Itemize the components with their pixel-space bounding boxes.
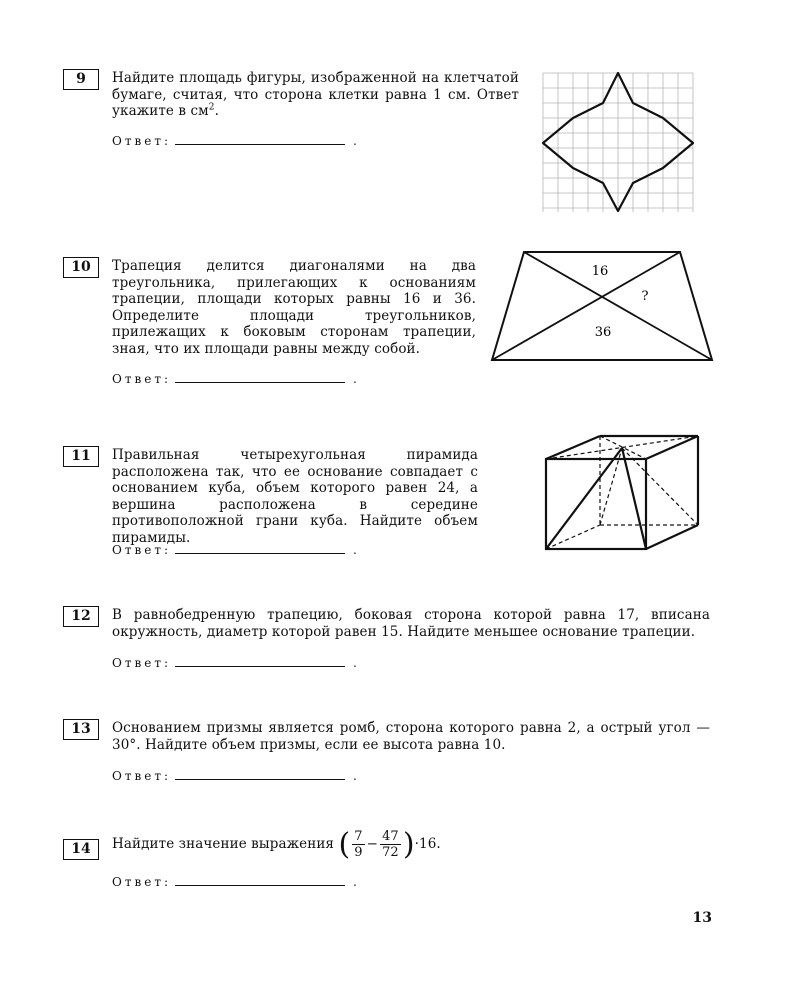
answer-row-11: Ответ: . [112, 543, 357, 557]
task-13-text: Основанием призмы является ромб, сторона которого равна 2, а острый угол — 30°. Найдите объем призмы, если ее высота равна 10. [112, 720, 710, 753]
page-number: 13 [692, 910, 712, 926]
answer-label: Ответ: [112, 543, 172, 557]
task-number-13: 13 [63, 719, 99, 740]
answer-field-9[interactable] [175, 134, 345, 145]
trapezoid-figure [488, 248, 718, 368]
answer-label: Ответ: [112, 769, 172, 783]
trapezoid-label-bottom: 36 [594, 325, 612, 340]
answer-row-12: Ответ: . [112, 656, 357, 670]
answer-field-13[interactable] [175, 769, 345, 780]
cube-pyramid-figure [540, 430, 705, 555]
task-11-text: Правильная четырехугольная пирамида расположена так, что ее основание совпадает с основанием куба, объем которого равен 24, а вершина расположена в середине противоположной грани куба. Найдите объем пирамиды. [112, 447, 478, 546]
answer-field-14[interactable] [175, 875, 345, 886]
answer-field-12[interactable] [175, 656, 345, 667]
task-number-11: 11 [63, 446, 99, 467]
fraction-2: $\frac{47}{72}$ [382, 829, 399, 860]
task-12-text: В равнобедренную трапецию, боковая сторона которой равна 17, вписана окружность, диаметр которой равен 15. Найдите меньшее основание трапеции. [112, 607, 710, 640]
answer-label: Ответ: [112, 134, 172, 148]
task-14-text: Найдите значение выражения ( $\frac{7}{9}$ − $\frac{47}{72}$ ) ·16. [112, 826, 441, 862]
answer-row-9: Ответ: . [112, 134, 357, 148]
trapezoid-label-top: 16 [591, 264, 609, 279]
task-number-12: 12 [63, 606, 99, 627]
answer-field-11[interactable] [175, 543, 345, 554]
answer-label: Ответ: [112, 656, 172, 670]
answer-label: Ответ: [112, 372, 172, 386]
answer-row-14: Ответ: . [112, 875, 357, 889]
task-number-10: 10 [63, 257, 99, 278]
answer-label: Ответ: [112, 875, 172, 889]
star-grid-figure [540, 70, 700, 215]
trapezoid-label-side: ? [641, 289, 649, 304]
fraction-1: $\frac{7}{9}$ [354, 829, 363, 860]
task-10-text: Трапеция делится диагоналями на два треугольника, прилегающих к основаниям трапеции, площади которых равны 16 и 36. Определите площади треугольников, прилежащих к боковым сторонам трапеции, зная, что их площади равны между собой. [112, 258, 476, 357]
task-number-9: 9 [63, 69, 99, 90]
answer-field-10[interactable] [175, 372, 345, 383]
answer-row-10: Ответ: . [112, 372, 357, 386]
task-number-14: 14 [63, 839, 99, 860]
answer-row-13: Ответ: . [112, 769, 357, 783]
task-9-text: Найдите площадь фигуры, изображенной на клетчатой бумаге, считая, что сторона клетки равна 1 см. Ответ укажите в $см^2$. [112, 70, 519, 119]
